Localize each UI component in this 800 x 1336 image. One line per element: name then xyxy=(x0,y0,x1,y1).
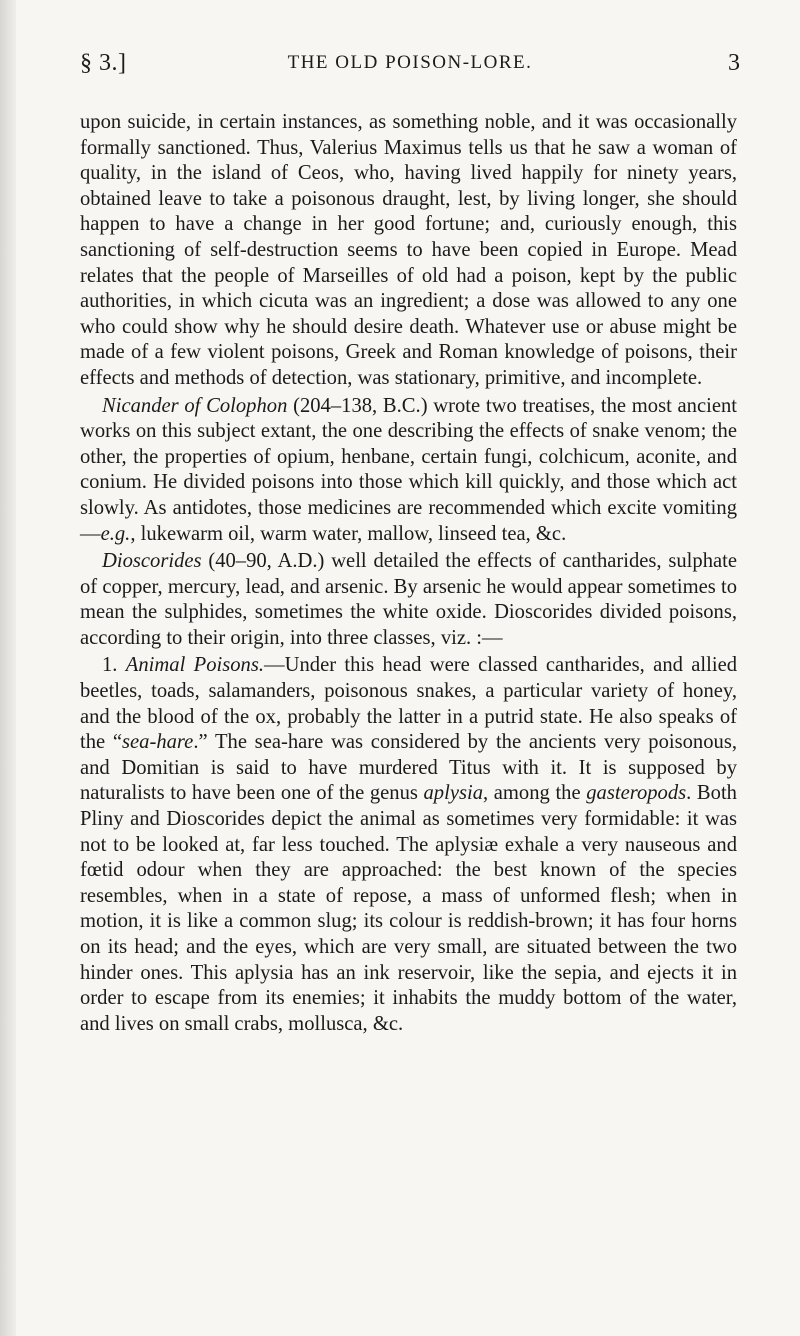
running-title: THE OLD POISON-LORE. xyxy=(287,52,533,73)
text-run: .” The sea-hare was considered by the ancients very poisonous, and Domitian is said to have murdered Titus with it. It is supposed by naturalists to have been one of the genus xyxy=(80,731,737,805)
italic-run: aplysia xyxy=(423,782,483,805)
italic-run: Nicander of Colophon xyxy=(102,394,288,417)
paragraph xyxy=(80,394,737,548)
text-run: 1. xyxy=(102,654,126,677)
paragraph xyxy=(80,110,737,392)
italic-run: e.g. xyxy=(100,522,131,545)
text-run: . Both Pliny and Dioscorides depict the animal as sometimes very formidable: it was not to be looked at, far less touched. The aplysiæ exhale a very nauseous and fœtid odour when they are approached: the best known of the species resembles, when in a state of repose, a mass of unformed flesh; when in motion, it is like a common slug; its colour is reddish-brown; it has four horns on its head; and the eyes, which are very small, are situated between the two hinder ones. This aplysia has an ink reservoir, like the sepia, and ejects it in order to escape from its enemies; it inhabits the muddy bottom of the water, and lives on small crabs, mollusca, &c. xyxy=(80,782,737,1035)
section-marker: § 3.] xyxy=(80,50,127,76)
text-run: (204–138, B.C.) wrote two treatises, the most ancient works on this subject extant, the one describing the effects of snake venom; the other, the properties of opium, henbane, certain fungi, colchicum, aconite, and conium. He divided poisons into those which kill quickly, and those which act slowly. As antidotes, those medicines are recommended which excite vomiting— xyxy=(80,394,738,545)
italic-run: sea-hare xyxy=(122,731,194,754)
paragraph xyxy=(80,653,737,1037)
italic-run: Dioscorides xyxy=(102,550,202,573)
paragraph xyxy=(80,549,737,651)
page-number: 3 xyxy=(728,50,740,76)
page-gutter xyxy=(0,0,16,1336)
text-run: , among the xyxy=(483,782,587,805)
text-run: (40–90, A.D.) well detailed the effects of cantharides, sulphate of copper, mercury, lead, and arsenic. By arsenic he would appear sometimes to mean the sulphides, sometimes the white oxide. Dioscorides divided poisons, according to their origin, into three classes, viz. :— xyxy=(80,550,737,649)
body-text xyxy=(80,110,737,1037)
text-run: , lukewarm oil, warm water, mallow, linseed tea, &c. xyxy=(130,522,567,545)
italic-run: Animal Poisons. xyxy=(125,654,265,677)
italic-run: gasteropods xyxy=(586,782,687,805)
text-run: —Under this head were classed cantharides, and allied beetles, toads, salamanders, poisonous snakes, a particular variety of honey, and the blood of the ox, probably the latter in a putrid state. He also speaks of the “ xyxy=(80,654,737,754)
page-header xyxy=(80,50,740,84)
text-run: upon suicide, in certain instances, as something noble, and it was occasionally formally sanctioned. Thus, Valerius Maximus tells us that he saw a woman of quality, in the island of Ceos, who, having lived happily for ninety years, obtained leave to take a poisonous draught, lest, by living longer, she should happen to have a change in her good fortune; and, curiously enough, this sanctioning of self-destruction seems to have been copied in Europe. Mead relates that the people of Marseilles of old had a poison, kept by the public authorities, in which cicuta was an ingredient; a dose was allowed to any one who could show why he should desire death. Whatever use or abuse might be made of a few violent poisons, Greek and Roman knowledge of poisons, their effects and methods of detection, was stationary, primitive, and incomplete. xyxy=(80,111,737,389)
